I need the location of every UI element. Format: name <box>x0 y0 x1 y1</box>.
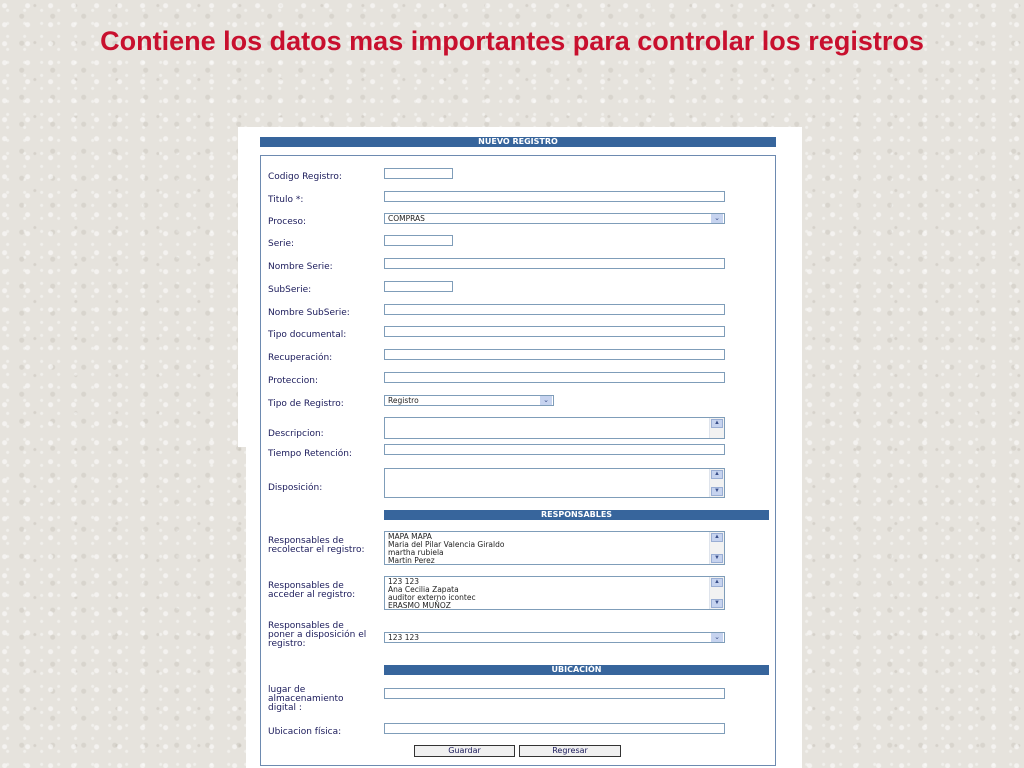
regresar-button[interactable]: Regresar <box>519 745 621 757</box>
recuperacion-input[interactable] <box>384 349 725 360</box>
responsables-acceder-label: Responsables de acceder al registro: <box>268 581 356 600</box>
disposicion-textarea[interactable] <box>384 468 725 498</box>
responsables-recolectar-label: Responsables de recolectar el registro: <box>268 536 365 555</box>
scrollbar[interactable] <box>709 532 724 564</box>
guardar-button[interactable]: Guardar <box>414 745 515 757</box>
serie-label: Serie: <box>268 239 295 249</box>
tiempo-retencion-label: Tiempo Retención: <box>268 449 352 459</box>
lugar-almacenamiento-input[interactable] <box>384 688 725 699</box>
tiempo-retencion-input[interactable] <box>384 444 725 455</box>
proceso-selected-value: COMPRAS <box>388 214 425 223</box>
chevron-down-icon[interactable]: ⌄ <box>711 633 723 642</box>
tipo-registro-label: Tipo de Registro: <box>268 399 344 409</box>
tipo-registro-selected-value: Registro <box>388 396 419 405</box>
list-item[interactable]: 123 123 <box>388 577 420 586</box>
nombre-serie-label: Nombre Serie: <box>268 262 333 272</box>
list-item[interactable]: Martin Perez <box>388 556 435 565</box>
chevron-down-icon[interactable]: ⌄ <box>711 214 723 223</box>
tipo-registro-select[interactable] <box>384 395 554 406</box>
codigo-registro-input[interactable] <box>384 168 453 179</box>
tipo-documental-label: Tipo documental: <box>268 330 347 340</box>
nombre-serie-input[interactable] <box>384 258 725 269</box>
titulo-label: Titulo *: <box>268 195 304 205</box>
lugar-almacenamiento-label: lugar de almacenamiento digital : <box>268 685 344 713</box>
tipo-documental-input[interactable] <box>384 326 725 337</box>
list-item[interactable]: ERASMO MUÑOZ <box>388 601 451 610</box>
nombre-subserie-input[interactable] <box>384 304 725 315</box>
slide-title: Contiene los datos mas importantes para controlar los registros <box>100 26 924 56</box>
scroll-down-icon[interactable]: ▼ <box>711 487 723 496</box>
proceso-label: Proceso: <box>268 217 306 227</box>
recuperacion-label: Recuperación: <box>268 353 333 363</box>
list-item[interactable]: Ana Cecilia Zapata <box>388 585 459 594</box>
subserie-input[interactable] <box>384 281 453 292</box>
scrollbar[interactable] <box>709 469 724 497</box>
list-item[interactable]: MAPA MAPA <box>388 532 432 541</box>
responsables-disposicion-label: Responsables de poner a disposición el registro: <box>268 621 367 649</box>
scroll-up-icon[interactable]: ▲ <box>711 470 723 479</box>
descripcion-textarea[interactable] <box>384 417 725 439</box>
responsables-header: RESPONSABLES <box>384 510 769 520</box>
responsables-disposicion-select[interactable] <box>384 632 725 643</box>
scrollbar[interactable] <box>709 418 724 438</box>
nombre-subserie-label: Nombre SubSerie: <box>268 308 350 318</box>
subserie-label: SubSerie: <box>268 285 312 295</box>
descripcion-label: Descripcion: <box>268 429 324 439</box>
proceso-select[interactable] <box>384 213 725 224</box>
responsables-acceder-list[interactable] <box>384 576 725 610</box>
scrollbar[interactable] <box>709 577 724 609</box>
chevron-down-icon[interactable]: ⌄ <box>540 396 552 405</box>
scroll-down-icon[interactable]: ▼ <box>711 554 723 563</box>
scroll-up-icon[interactable]: ▲ <box>711 533 723 542</box>
proteccion-input[interactable] <box>384 372 725 383</box>
responsables-disposicion-selected-value: 123 123 <box>388 633 420 642</box>
serie-input[interactable] <box>384 235 453 246</box>
proteccion-label: Proteccion: <box>268 376 318 386</box>
list-item[interactable]: martha rubiela <box>388 548 444 557</box>
list-item[interactable]: auditor externo icontec <box>388 593 476 602</box>
ubicacion-fisica-label: Ubicacion física: <box>268 727 342 737</box>
scroll-up-icon[interactable]: ▲ <box>711 419 723 428</box>
codigo-registro-label: Codigo Registro: <box>268 172 342 182</box>
scroll-up-icon[interactable]: ▲ <box>711 578 723 587</box>
ubicacion-fisica-input[interactable] <box>384 723 725 734</box>
disposicion-label: Disposición: <box>268 483 323 493</box>
responsables-recolectar-list[interactable] <box>384 531 725 565</box>
ubicacion-header: UBICACIÓN <box>384 665 769 675</box>
nuevo-registro-header: NUEVO REGISTRO <box>260 137 776 147</box>
list-item[interactable]: Maria del Pilar Valencia Giraldo <box>388 540 505 549</box>
scroll-down-icon[interactable]: ▼ <box>711 599 723 608</box>
titulo-input[interactable] <box>384 191 725 202</box>
